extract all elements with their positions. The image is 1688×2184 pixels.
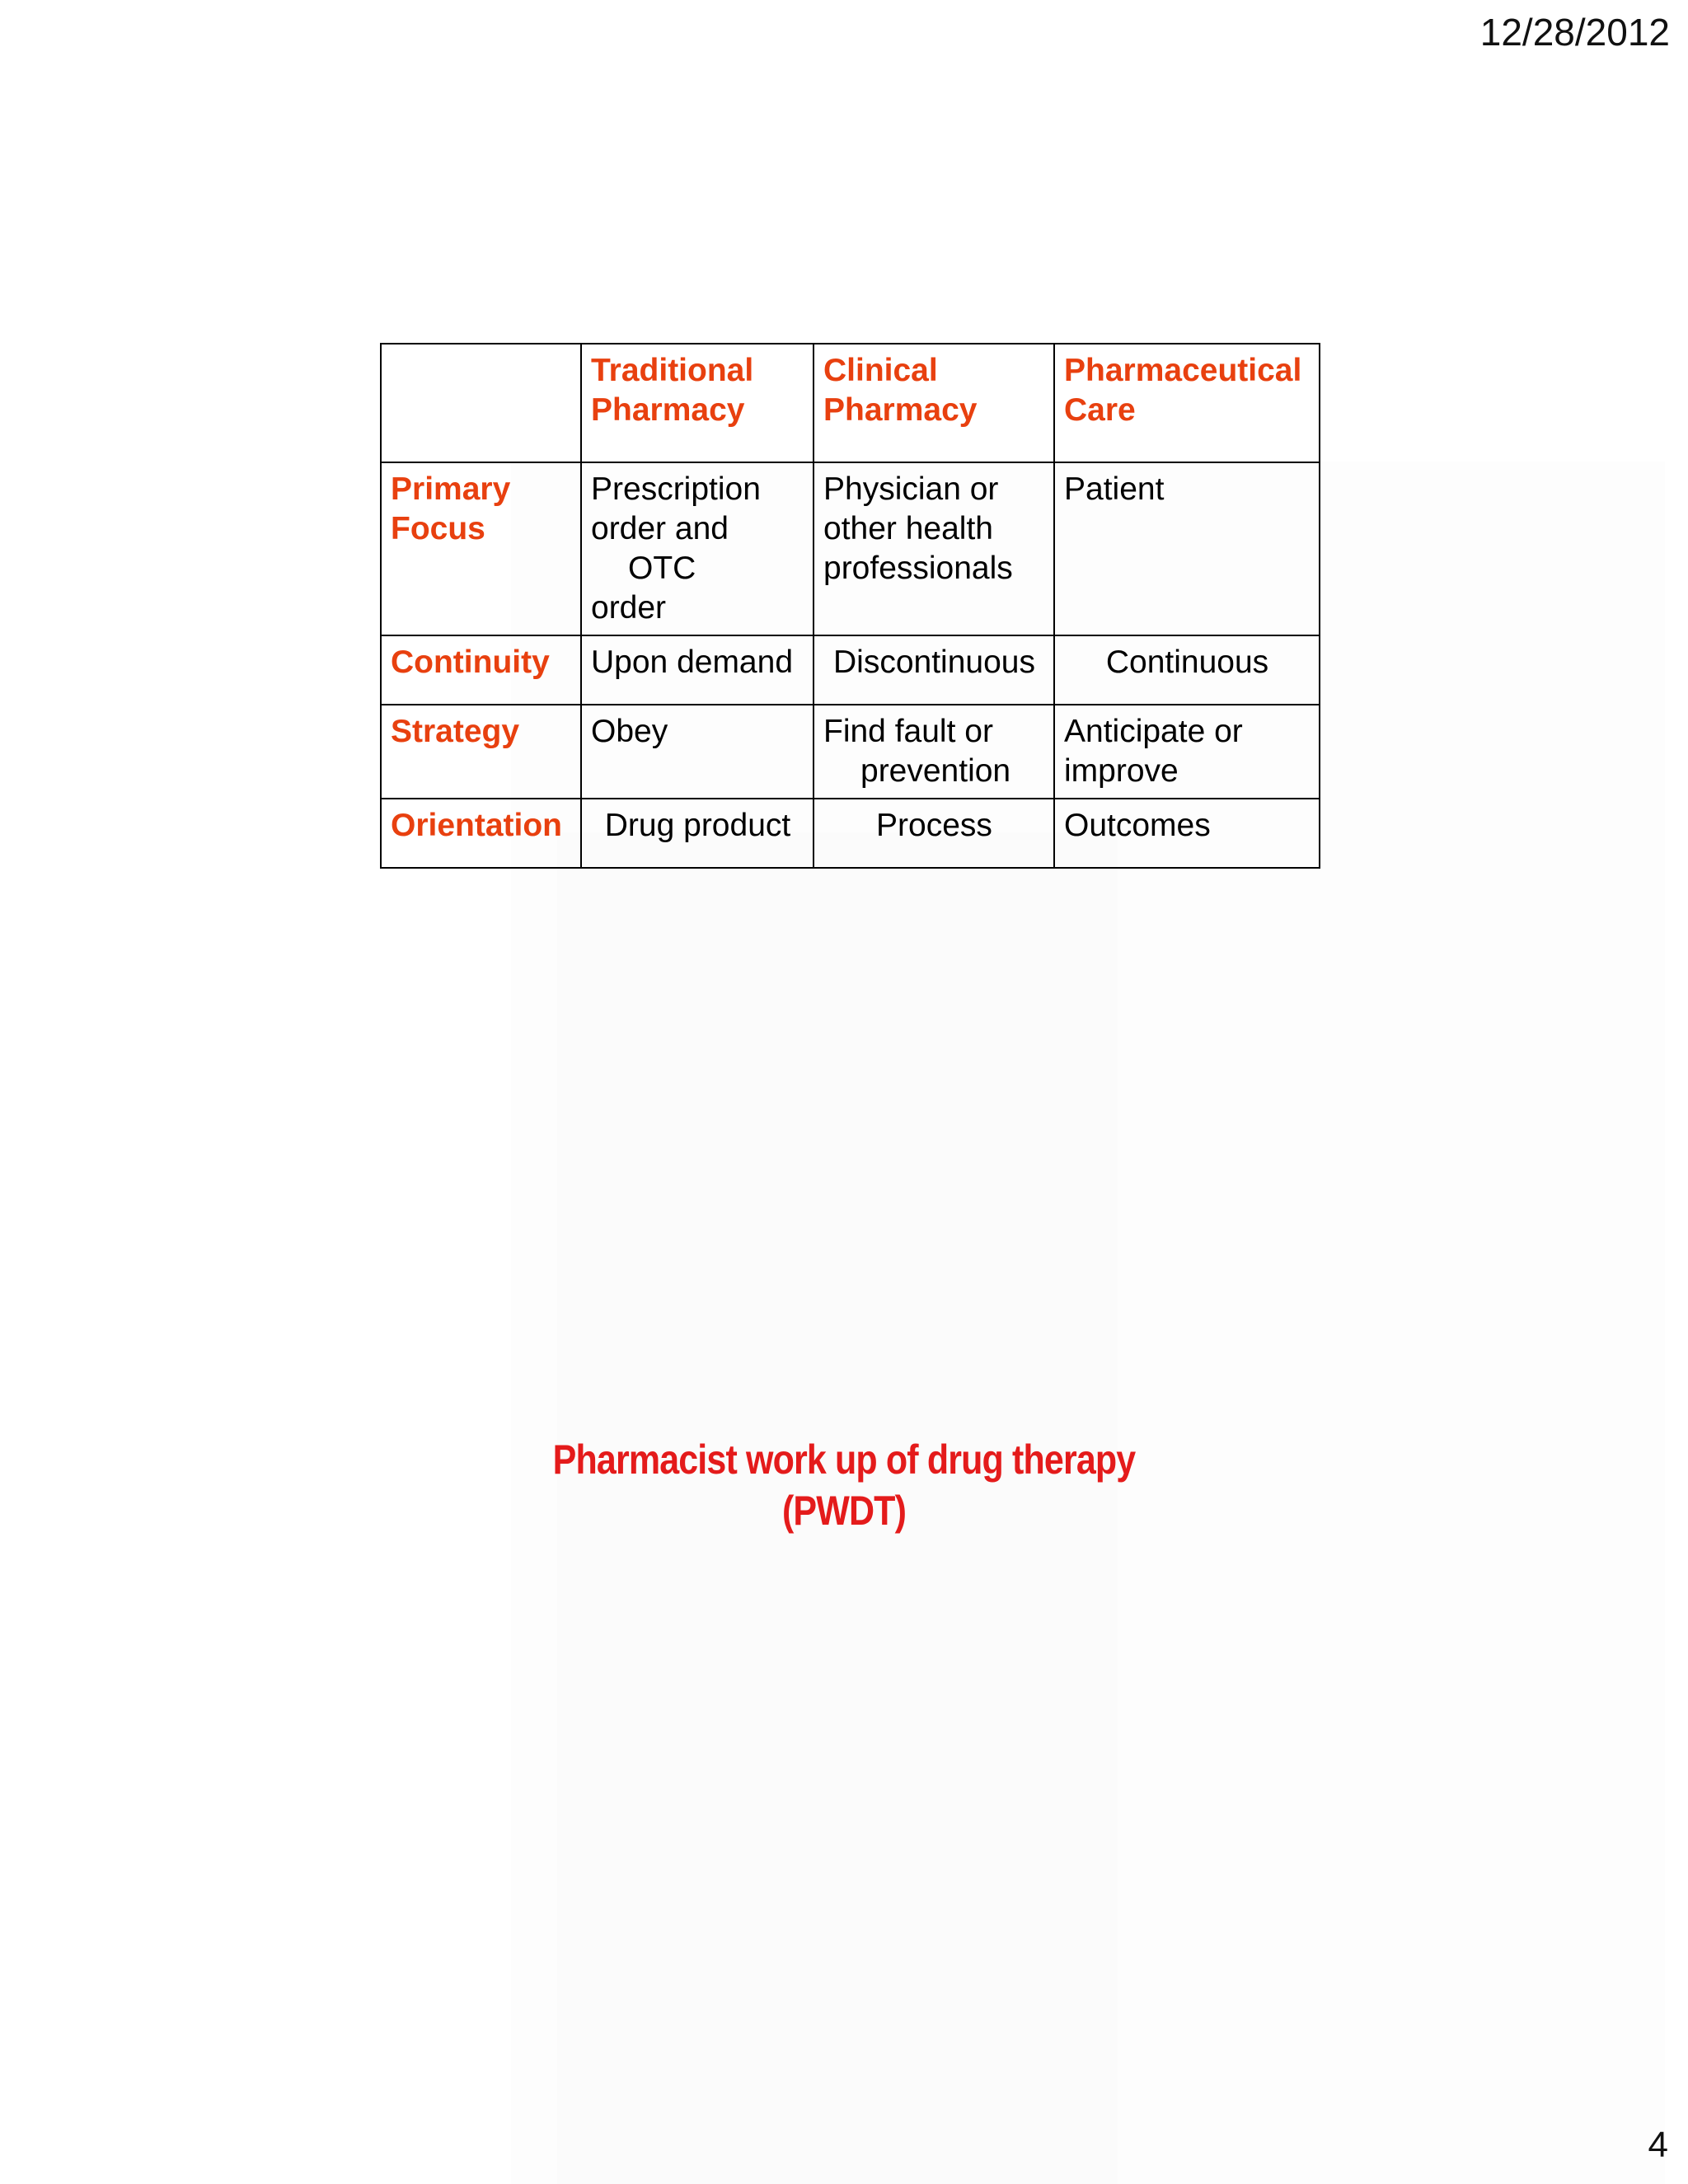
slide-title-line-1: Pharmacist work up of drug therapy [552,1436,1136,1483]
row-label-primary-focus: Primary Focus [381,462,581,635]
table-cell: Physician or other health professionals [814,462,1054,635]
table-row [381,462,1320,635]
print-date: 12/28/2012 [1479,11,1670,54]
row-label-orientation: Orientation [381,799,581,868]
pharmacy-comparison-table [380,343,1320,869]
column-header-clinical: Clinical Pharmacy [814,344,1054,462]
table-cell: Upon demand [581,635,814,705]
table-cell: Discontinuous [814,635,1054,705]
table-cell: Anticipate or improve [1054,705,1320,799]
table-cell: Outcomes [1054,799,1320,868]
slide-title-line-2: (PWDT) [781,1488,907,1534]
table-cell: Continuous [1054,635,1320,705]
slide-title [118,1434,1569,1536]
table-cell: Prescription order and OTC order [581,462,814,635]
table-cell: Process [814,799,1054,868]
row-label-strategy: Strategy [381,705,581,799]
table-cell: Find fault or prevention [814,705,1054,799]
column-header-traditional: Traditional Pharmacy [581,344,814,462]
table-cell: Drug product [581,799,814,868]
table-cell: Patient [1054,462,1320,635]
table-cell: Obey [581,705,814,799]
table-row [381,705,1320,799]
table-corner-cell [381,344,581,462]
table-row [381,635,1320,705]
page-number: 4 [1648,2125,1668,2165]
row-label-continuity: Continuity [381,635,581,705]
table-header-row [381,344,1320,462]
table-row [381,799,1320,868]
column-header-pharmaceutical-care: Pharmaceutical Care [1054,344,1320,462]
